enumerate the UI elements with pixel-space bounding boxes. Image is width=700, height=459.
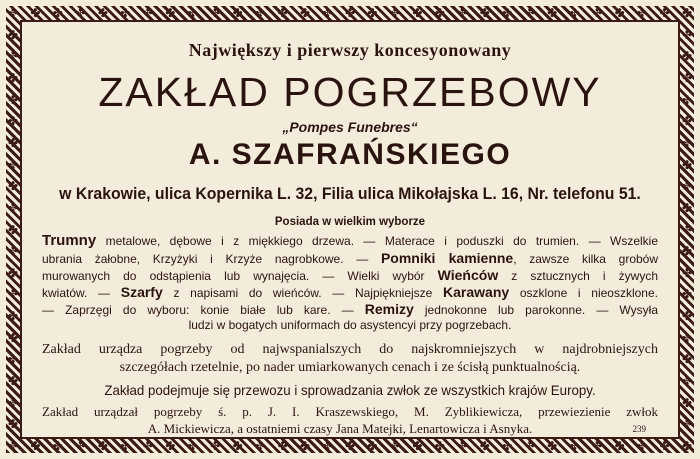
border-ornament-icon: ✤ — [524, 6, 535, 20]
border-ornament-icon: ✤ — [7, 49, 19, 64]
border-ornament-icon: ✤ — [75, 6, 86, 20]
border-ornament-icon: ✤ — [367, 439, 378, 453]
offer-text: , zawsze kilka grobów — [513, 252, 659, 266]
address-line: w Krakowie, ulica Kopernika L. 32, Filia ulica Mikołajska L. 16, Nr. telefonu 51. — [59, 184, 641, 203]
offer-text: metalowe, dębowe i z miękkiego drzewa. — Materace i poduszki do trumien. — Wszelkie — [96, 234, 658, 248]
item-szarfy: Szarfy — [120, 284, 163, 300]
border-ornament-icon: ✤ — [614, 6, 625, 20]
border-ornament-icon: ✤ — [300, 439, 311, 453]
offer-line — [42, 301, 658, 317]
border-ornament-icon: ✤ — [479, 439, 490, 453]
border-ornament-icon: ✤ — [120, 6, 131, 20]
border-ornament-icon: ✤ — [547, 439, 558, 453]
border-ornament-icon: ✤ — [681, 27, 693, 42]
border-ornament-icon: ✤ — [592, 439, 603, 453]
border-ornament-icon: ✤ — [97, 439, 108, 453]
border-ornament-icon: ✤ — [7, 244, 19, 259]
services-line: Zakład urządza pogrzeby od najwspanialszych do najskromniejszych w najdrobniejszych — [42, 342, 658, 357]
border-ornament-icon: ✤ — [681, 330, 693, 345]
business-subtitle: „Pompes Funebres“ — [282, 119, 418, 135]
border-ornament-icon: ✤ — [681, 374, 693, 389]
border-ornament-icon: ✤ — [344, 439, 356, 453]
border-ornament-icon: ✤ — [120, 439, 131, 453]
offer-line: ludzi w bogatych uniformach do asystencyi przy pogrzebach. — [188, 318, 512, 332]
border-ornament-icon: ✤ — [7, 374, 19, 389]
border-ornament-icon: ✤ — [7, 287, 19, 302]
border-ornament-icon: ✤ — [681, 244, 693, 259]
border-ornament-icon: ✤ — [7, 114, 19, 129]
border-ornament-icon: ✤ — [681, 114, 693, 129]
border-ornament-icon: ✤ — [681, 200, 693, 215]
border-ornament-icon: ✤ — [412, 6, 423, 20]
item-wience: Wieńców — [437, 267, 499, 283]
offer-text: z sztucznych i żywych — [498, 269, 658, 283]
item-remizy: Remizy — [364, 301, 414, 317]
offer-text: z napisami do wieńców. — Najpiękniejsze — [162, 286, 444, 300]
border-ornament-icon: ✤ — [592, 6, 603, 20]
border-ornament-icon: ✤ — [187, 439, 198, 453]
border-ornament-icon: ✤ — [7, 6, 19, 20]
border-ornament-icon: ✤ — [255, 6, 266, 20]
border-ornament-icon: ✤ — [681, 49, 693, 64]
owner-name: A. SZAFRAŃSKIEGO — [188, 138, 512, 171]
item-karawany: Karawany — [443, 284, 510, 300]
border-ornament-icon: ✤ — [7, 92, 19, 107]
border-ornament-icon: ✤ — [97, 6, 108, 20]
border-ornament-icon: ✤ — [7, 70, 19, 85]
item-trumny: Trumny — [42, 232, 97, 249]
offer-line — [42, 267, 658, 283]
border-ornament-icon: ✤ — [52, 439, 63, 453]
transport-line: Zakład podejmuje się przewozu i sprowadzania zwłok ze wszystkich krajów Europy. — [104, 382, 596, 398]
border-ornament-icon: ✤ — [7, 417, 19, 432]
border-ornament-icon: ✤ — [75, 439, 86, 453]
offer-text: kwiatów. — — [42, 286, 121, 300]
border-ornament-icon: ✤ — [367, 6, 378, 20]
offer-text: ubrania żałobne, Krzyżyki i Krzyże nagrobkowe. — — [42, 252, 381, 266]
border-ornament-icon: ✤ — [30, 439, 41, 453]
offer-text: murowanych do odstąpienia lub wynajęcia. — Wielki wybór — [42, 269, 438, 283]
history-line: Zakład urządzał pogrzeby ś. p. J. I. Kraszewskiego, M. Zyblikiewicza, przewiezienie zwłok — [42, 404, 658, 419]
ad-number: 239 — [632, 424, 646, 434]
border-ornament-icon: ✤ — [7, 135, 19, 150]
border-ornament-icon: ✤ — [681, 179, 693, 194]
border-ornament-icon: ✤ — [7, 179, 19, 194]
border-ornament-icon: ✤ — [232, 439, 243, 453]
border-ornament-icon: ✤ — [681, 352, 693, 367]
border-ornament-icon: ✤ — [322, 439, 333, 453]
border-ornament-icon: ✤ — [502, 439, 513, 453]
border-ornament-icon: ✤ — [300, 6, 311, 20]
border-ornament-icon: ✤ — [614, 439, 625, 453]
border-ornament-icon: ✤ — [187, 6, 198, 20]
border-ornament-icon: ✤ — [344, 6, 356, 20]
border-ornament-icon: ✤ — [434, 439, 445, 453]
stock-heading: Posiada w wielkim wyborze — [274, 216, 426, 228]
border-ornament-icon: ✤ — [30, 6, 41, 20]
border-ornament-icon: ✤ — [255, 439, 266, 453]
border-ornament-icon: ✤ — [7, 439, 19, 453]
border-ornament-icon: ✤ — [457, 6, 468, 20]
border-ornament-icon: ✤ — [7, 352, 19, 367]
border-ornament-icon: ✤ — [7, 27, 19, 42]
border-ornament-icon: ✤ — [7, 395, 19, 410]
border-ornament-icon: ✤ — [7, 265, 19, 280]
border-ornament-icon: ✤ — [434, 6, 445, 20]
border-ornament-icon: ✤ — [681, 265, 693, 280]
border-ornament-icon: ✤ — [52, 6, 63, 20]
offer-text: oszklone i nieoszklone. — [509, 286, 658, 300]
border-ornament-icon: ✤ — [637, 439, 648, 453]
border-ornament-icon: ✤ — [637, 6, 648, 20]
offer-line — [42, 284, 658, 300]
border-ornament-icon: ✤ — [7, 157, 19, 172]
border-ornament-icon: ✤ — [659, 439, 670, 453]
border-ornament-icon: ✤ — [7, 309, 19, 324]
border-ornament-icon: ✤ — [681, 287, 693, 302]
border-ornament-icon: ✤ — [7, 330, 19, 345]
border-ornament-icon: ✤ — [7, 222, 19, 237]
border-ornament-icon: ✤ — [142, 6, 153, 20]
border-ornament-icon: ✤ — [681, 417, 693, 432]
border-ornament-icon: ✤ — [479, 6, 490, 20]
border-ornament-icon: ✤ — [457, 439, 468, 453]
border-ornament-icon: ✤ — [165, 439, 176, 453]
offer-line — [42, 250, 658, 266]
border-ornament-icon: ✤ — [681, 6, 693, 20]
offer-text: jednokonne lub parokonne. — Wysyła — [413, 303, 658, 317]
border-ornament-icon: ✤ — [389, 6, 400, 20]
border-ornament-icon: ✤ — [681, 395, 693, 410]
business-title: ZAKŁAD POGRZEBOWY — [98, 69, 602, 115]
border-ornament-icon: ✤ — [322, 6, 333, 20]
intro-line: Największy i pierwszy koncesyonowany — [188, 40, 512, 60]
border-ornament-icon: ✤ — [681, 135, 693, 150]
border-ornament-icon: ✤ — [569, 439, 580, 453]
border-ornament-icon: ✤ — [232, 6, 243, 20]
border-ornament-icon: ✤ — [502, 6, 513, 20]
border-ornament-icon: ✤ — [659, 6, 670, 20]
border-ornament-icon: ✤ — [210, 6, 221, 20]
border-ornament-icon: ✤ — [210, 439, 221, 453]
border-ornament-icon: ✤ — [681, 309, 693, 324]
history-line: A. Mickiewicza, a ostatniemi czasy Jana Matejki, Lenartowicza i Asnyka. — [147, 421, 533, 436]
offer-line — [42, 232, 658, 249]
border-ornament-icon: ✤ — [681, 439, 693, 453]
border-ornament-icon: ✤ — [569, 6, 580, 20]
border-ornament-icon: ✤ — [524, 439, 535, 453]
services-line: szczegółach rzetelnie, po nader umiarkowanych cenach i ze ścisłą punktualnością. — [119, 360, 581, 375]
border-ornament-icon: ✤ — [547, 6, 558, 20]
border-ornament-icon: ✤ — [389, 439, 400, 453]
border-ornament-icon: ✤ — [7, 200, 19, 215]
item-pomniki: Pomniki kamienne — [380, 250, 514, 266]
border-ornament-icon: ✤ — [681, 92, 693, 107]
border-ornament-icon: ✤ — [277, 6, 288, 20]
border-ornament-icon: ✤ — [277, 439, 288, 453]
advertisement — [24, 24, 676, 435]
offer-text: — Zaprzęgi do wyboru: konie białe lub kare. — — [42, 303, 365, 317]
border-ornament-icon: ✤ — [412, 439, 423, 453]
border-ornament-icon: ✤ — [681, 222, 693, 237]
border-ornament-icon: ✤ — [681, 70, 693, 85]
border-ornament-icon: ✤ — [142, 439, 153, 453]
border-ornament-icon: ✤ — [681, 157, 693, 172]
border-ornament-icon: ✤ — [165, 6, 176, 20]
